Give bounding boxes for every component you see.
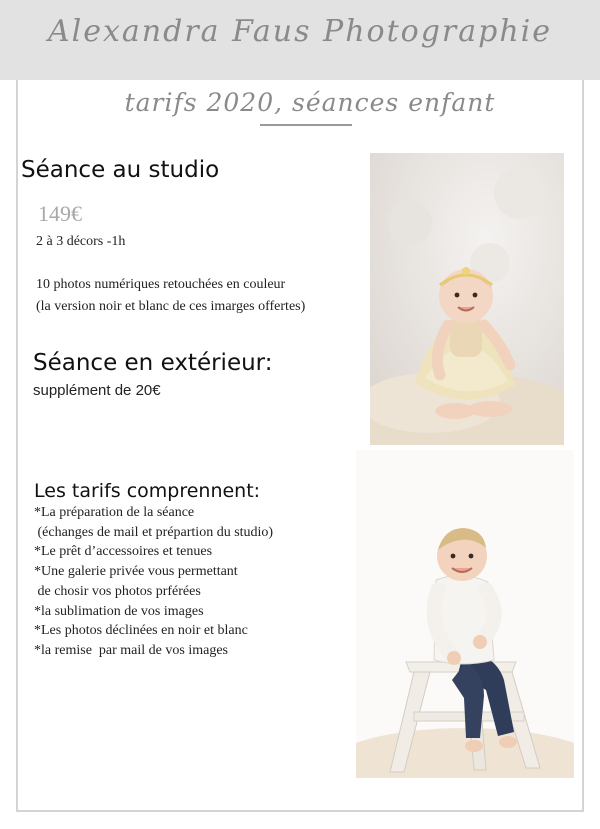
exterior-session-title: Séance en extérieur: bbox=[33, 350, 273, 376]
brand-title: Alexandra Faus Photographie bbox=[47, 14, 552, 49]
includes-item: *Le prêt d’accessoires et tenues bbox=[34, 544, 213, 560]
exterior-supplement: supplément de 20€ bbox=[33, 382, 161, 399]
includes-item: (échanges de mail et prépartion du studio) bbox=[34, 524, 274, 540]
frame-right-border bbox=[582, 80, 584, 812]
page-subtitle: tarifs 2020, séances enfant bbox=[124, 88, 496, 117]
subtitle-underline bbox=[260, 124, 352, 126]
frame-bottom-border bbox=[16, 810, 584, 812]
includes-item: *la sublimation de vos images bbox=[34, 603, 204, 619]
includes-item: *la remise par mail de vos images bbox=[34, 642, 228, 658]
studio-bw-offer: (la version noir et blanc de ces imarges offertes) bbox=[36, 299, 306, 314]
studio-price: 149€ bbox=[38, 201, 82, 226]
includes-item: de chosir vos photos prférées bbox=[34, 583, 201, 599]
includes-title: Les tarifs comprennent: bbox=[34, 480, 261, 502]
studio-decors: 2 à 3 décors -1h bbox=[36, 234, 126, 249]
includes-item: *Une galerie privée vous permettant bbox=[34, 564, 238, 580]
frame-left-border bbox=[16, 80, 18, 812]
includes-item: *Les photos déclinées en noir et blanc bbox=[34, 623, 248, 639]
baby-studio-photo bbox=[370, 153, 564, 445]
includes-item: *La préparation de la séance bbox=[34, 505, 195, 520]
studio-photos: 10 photos numériques retouchées en couleur bbox=[36, 277, 286, 292]
studio-session-title: Séance au studio bbox=[21, 157, 220, 183]
toddler-studio-photo bbox=[356, 450, 574, 778]
includes-list bbox=[34, 503, 273, 661]
